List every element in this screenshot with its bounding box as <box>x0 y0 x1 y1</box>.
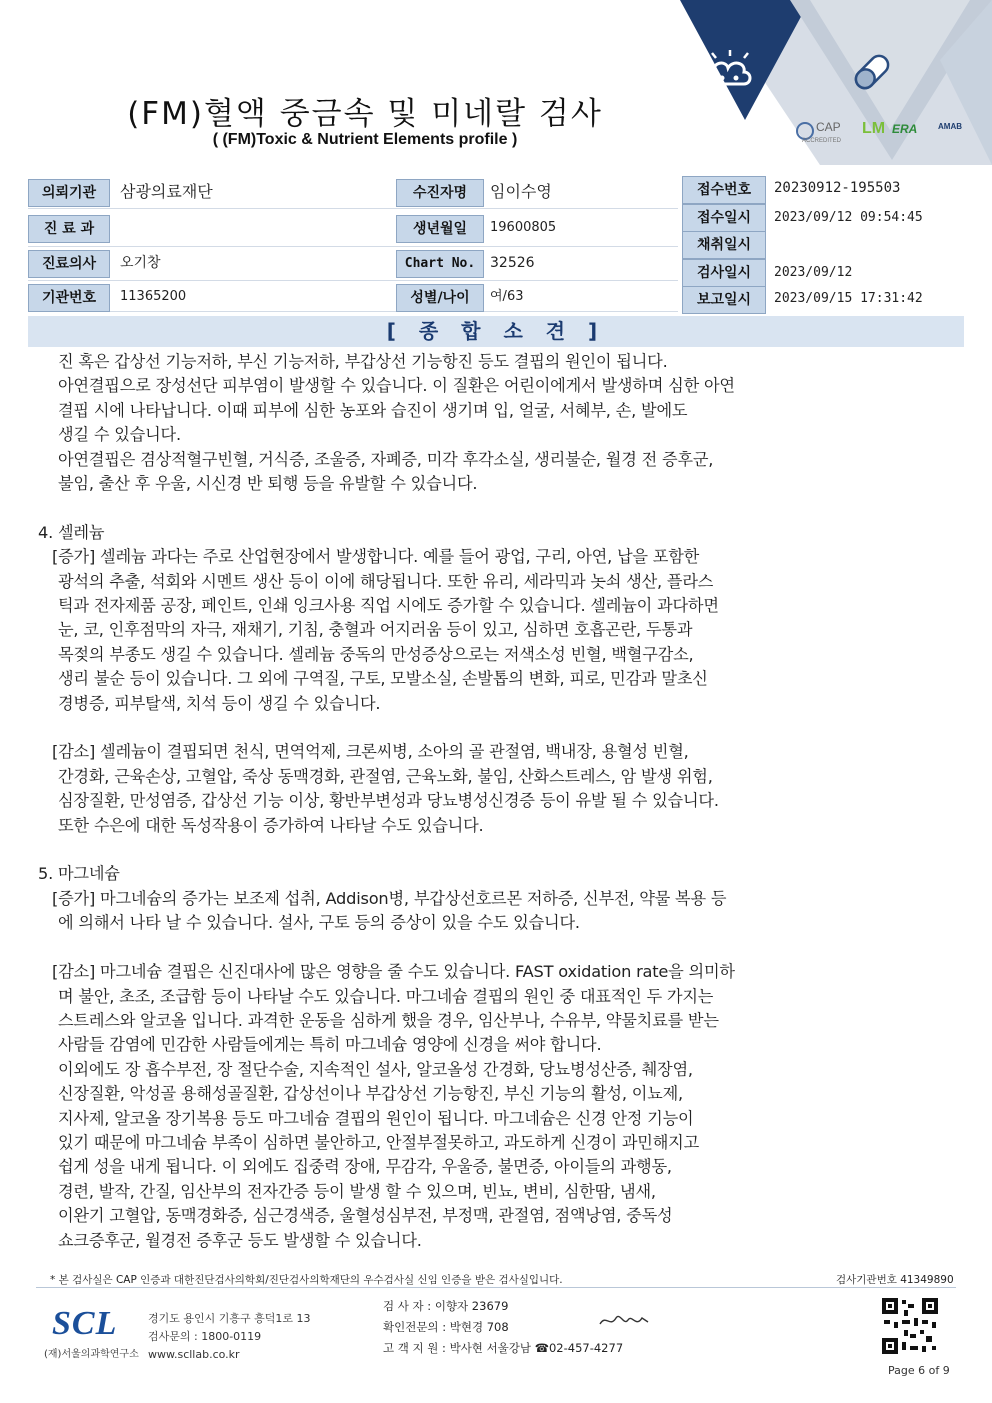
website: www.scllab.co.kr <box>148 1348 240 1361</box>
text-line: 또한 수은에 대한 독성작용이 증가하여 나타날 수도 있습니다. <box>58 815 484 835</box>
test-date-label: 검사일시 <box>682 259 766 287</box>
text-line: 생리 불순 등이 있습니다. 그 외에 구역질, 구토, 모발소실, 손발톱의 변화, 피로, 민감과 말초신 <box>58 669 708 689</box>
page-subtitle: ( (FM)Toxic & Nutrient Elements profile ) <box>212 131 518 148</box>
text-line: 신장질환, 악성골 용해성골질환, 갑상선이나 부갑상선 기능항진, 부신 기능의 활성, 이뇨제, <box>58 1084 683 1104</box>
dob-value: 19600805 <box>490 220 557 235</box>
chart-label: Chart No. <box>396 250 484 278</box>
signature <box>598 1310 650 1332</box>
text-line: 이완기 고혈압, 동맥경화증, 심근경색증, 울혈성심부전, 부정맥, 관절염, 점액낭염, 중독성 <box>58 1206 673 1226</box>
sexage-label: 성별/나이 <box>396 284 484 312</box>
dob-label: 생년월일 <box>396 215 484 243</box>
text-line: 사람들 감염에 민감한 사람들에게는 특히 마그네슘 영양에 신경을 써야 합니다. <box>58 1035 602 1055</box>
text-line: 쉽게 성을 내게 됩니다. 이 외에도 집중력 장애, 무감각, 우울증, 불면증, 아이들의 과행동, <box>58 1157 672 1177</box>
patient-label: 수진자명 <box>396 179 484 207</box>
recv-date-value: 2023/09/12 09:54:45 <box>774 210 923 225</box>
text-line: [증가] 마그네슘의 증가는 보조제 섭취, Addison병, 부갑상선호르몬 저하증, 신부전, 약물 복용 등 <box>52 888 727 908</box>
text-line: 틱과 전자제품 공장, 페인트, 인쇄 잉크사용 직업 시에도 증가할 수 있습니다. 셀레늄이 과다하면 <box>58 596 719 616</box>
contact-info <box>148 1310 311 1364</box>
lm-logo: LM <box>862 120 886 137</box>
text-line: 아연결핍은 겸상적혈구빈혈, 거식증, 조울증, 자폐증, 미각 후각소실, 생리불순, 월경 전 증후군, <box>58 449 714 469</box>
report-body <box>38 350 938 1253</box>
dept-label: 진 료 과 <box>28 215 110 243</box>
text-line: 광석의 추출, 석회와 시멘트 생산 등이 이에 해당됩니다. 또한 유리, 세라믹과 놋쇠 생산, 플라스 <box>58 571 714 591</box>
patient-value: 임이수영 <box>490 182 552 201</box>
section-title: [ 종 합 소 견 ] <box>28 316 964 347</box>
text-line: 진 혹은 갑상선 기능저하, 부신 기능저하, 부갑상선 기능항진 등도 결핍의 원인이 됩니다. <box>58 352 668 371</box>
sexage-value: 여/63 <box>490 289 524 304</box>
text-line: 심장질환, 만성염증, 갑상선 기능 이상, 황반부변성과 당뇨병성신경증 등이 유발 될 수 있습니다. <box>58 791 719 811</box>
text-line: 불임, 출산 후 우울, 시신경 반 퇴행 등을 유발할 수 있습니다. <box>58 474 478 494</box>
scl-logo: SCL <box>52 1305 118 1342</box>
text-line: 경병증, 피부탈색, 치석 등이 생길 수 있습니다. <box>58 693 381 713</box>
report-value: 2023/09/15 17:31:42 <box>774 291 923 306</box>
inst-no-value: 11365200 <box>120 289 187 304</box>
footer-divider <box>36 1287 956 1288</box>
text-line: 지사제, 알코올 장기복용 등도 마그네슘 결핍의 원인이 됩니다. 마그네슘은 신경 안정 기능이 <box>58 1108 694 1128</box>
collect-label: 채취일시 <box>682 231 766 259</box>
text-line: [증가] 셀레늄 과다는 주로 산업현장에서 발생합니다. 예를 들어 광업, 구리, 아연, 납을 포함한 <box>52 547 700 567</box>
inspector: 검 사 자 : 이향자 23679 <box>383 1299 509 1313</box>
text-line: 생길 수 있습니다. <box>58 425 181 445</box>
customer-support: 고 객 지 원 : 박사현 서울강남 ☎02-457-4277 <box>383 1341 624 1355</box>
recv-no-label: 접수번호 <box>682 176 766 204</box>
report-label: 보고일시 <box>682 286 766 314</box>
text-line: 결핍 시에 나타납니다. 이때 피부에 심한 농포와 습진이 생기며 입, 얼굴, 서혜부, 손, 발에도 <box>58 400 688 420</box>
section-heading-selenium: 4. 셀레늄 <box>38 522 105 542</box>
org-name: (재)서울의과학연구소 <box>44 1349 139 1360</box>
accreditation-note: * 본 검사실은 CAP 인증과 대한진단검사의학회/진단검사의학재단의 우수검사실 신임 인증을 받은 검사실입니다. <box>50 1274 563 1286</box>
era-logo: ERA <box>892 122 918 136</box>
text-line: 에 의해서 나타 날 수 있습니다. 설사, 구토 등의 증상이 있을 수도 있습니다. <box>58 913 580 933</box>
text-line: 이외에도 장 흡수부전, 장 절단수술, 지속적인 설사, 알코올성 간경화, 당뇨병성산증, 췌장염, <box>58 1059 693 1079</box>
lab-number: 검사기관번호 41349890 <box>836 1274 954 1286</box>
doctor-label: 진료의사 <box>28 250 110 278</box>
recv-no-value: 20230912-195503 <box>774 180 901 196</box>
signatories <box>383 1296 623 1359</box>
text-line: 간경화, 근육손상, 고혈압, 죽상 동맥경화, 관절염, 근육노화, 불임, 산화스트레스, 암 발생 위험, <box>58 766 713 786</box>
text-line: 스트레스와 알코올 입니다. 과격한 운동을 심하게 했을 경우, 임산부나, 수유부, 약물치료를 받는 <box>58 1010 719 1030</box>
amab-logo: AMAB <box>938 122 962 131</box>
doctor-value: 오기창 <box>120 255 161 271</box>
cap-logo: CAP <box>816 120 841 134</box>
address: 경기도 용인시 기흥구 흥덕1로 13 <box>148 1312 311 1325</box>
institution-label: 의뢰기관 <box>28 179 110 207</box>
phone: 검사문의 : 1800-0119 <box>148 1330 262 1343</box>
text-line: 눈, 코, 인후점막의 자극, 재채기, 기침, 충혈과 어지러움 등이 있고, 심하면 호흡곤란, 두통과 <box>58 620 693 640</box>
section-heading-magnesium: 5. 마그네슘 <box>38 864 120 884</box>
text-line: 목젖의 부종도 생길 수 있습니다. 셀레늄 중독의 만성증상으로는 저색소성 빈혈, 백혈구감소, <box>58 644 694 664</box>
cap-accredited: ACCREDITED <box>802 138 842 144</box>
text-line: 경련, 발작, 간질, 임산부의 전자간증 등이 발생 할 수 있으며, 빈뇨, 변비, 심한땀, 냄새, <box>58 1181 656 1201</box>
institution-value: 삼광의료재단 <box>120 182 213 201</box>
text-line: 있기 때문에 마그네슘 부족이 심하면 불안하고, 안절부절못하고, 과도하게 신경이 과민해지고 <box>58 1132 700 1152</box>
page-number: Page 6 of 9 <box>888 1364 950 1377</box>
inst-no-label: 기관번호 <box>28 284 110 312</box>
page-title: (FM)혈액 중금속 및 미네랄 검사 <box>127 96 603 132</box>
qr-code-icon <box>882 1298 938 1354</box>
accreditation-logos <box>796 118 968 156</box>
test-date-value: 2023/09/12 <box>774 265 853 280</box>
recv-date-label: 접수일시 <box>682 204 766 232</box>
text-line: 쇼크증후군, 월경전 증후군 등도 발생할 수 있습니다. <box>58 1230 422 1250</box>
capsule-icon <box>845 45 899 99</box>
text-line: 아연결핍으로 장성선단 피부염이 발생할 수 있습니다. 이 질환은 어린이에게서 발생하며 심한 아연 <box>58 376 735 396</box>
patient-info-table <box>28 174 964 312</box>
chart-value: 32526 <box>490 255 535 271</box>
text-line: [감소] 셀레늄이 결핍되면 천식, 면역억제, 크론씨병, 소아의 골 관절염, 백내장, 용혈성 빈혈, <box>52 742 689 762</box>
specialist: 확인전문의 : 박현경 708 <box>383 1320 509 1334</box>
text-line: 며 불안, 초조, 조급함 등이 나타날 수도 있습니다. 마그네슘 결핍의 원인 중 대표적인 두 가지는 <box>58 986 714 1006</box>
text-line: [감소] 마그네슘 결핍은 신진대사에 많은 영향을 줄 수도 있습니다. FAST oxidation rate을 의미하 <box>52 962 735 982</box>
